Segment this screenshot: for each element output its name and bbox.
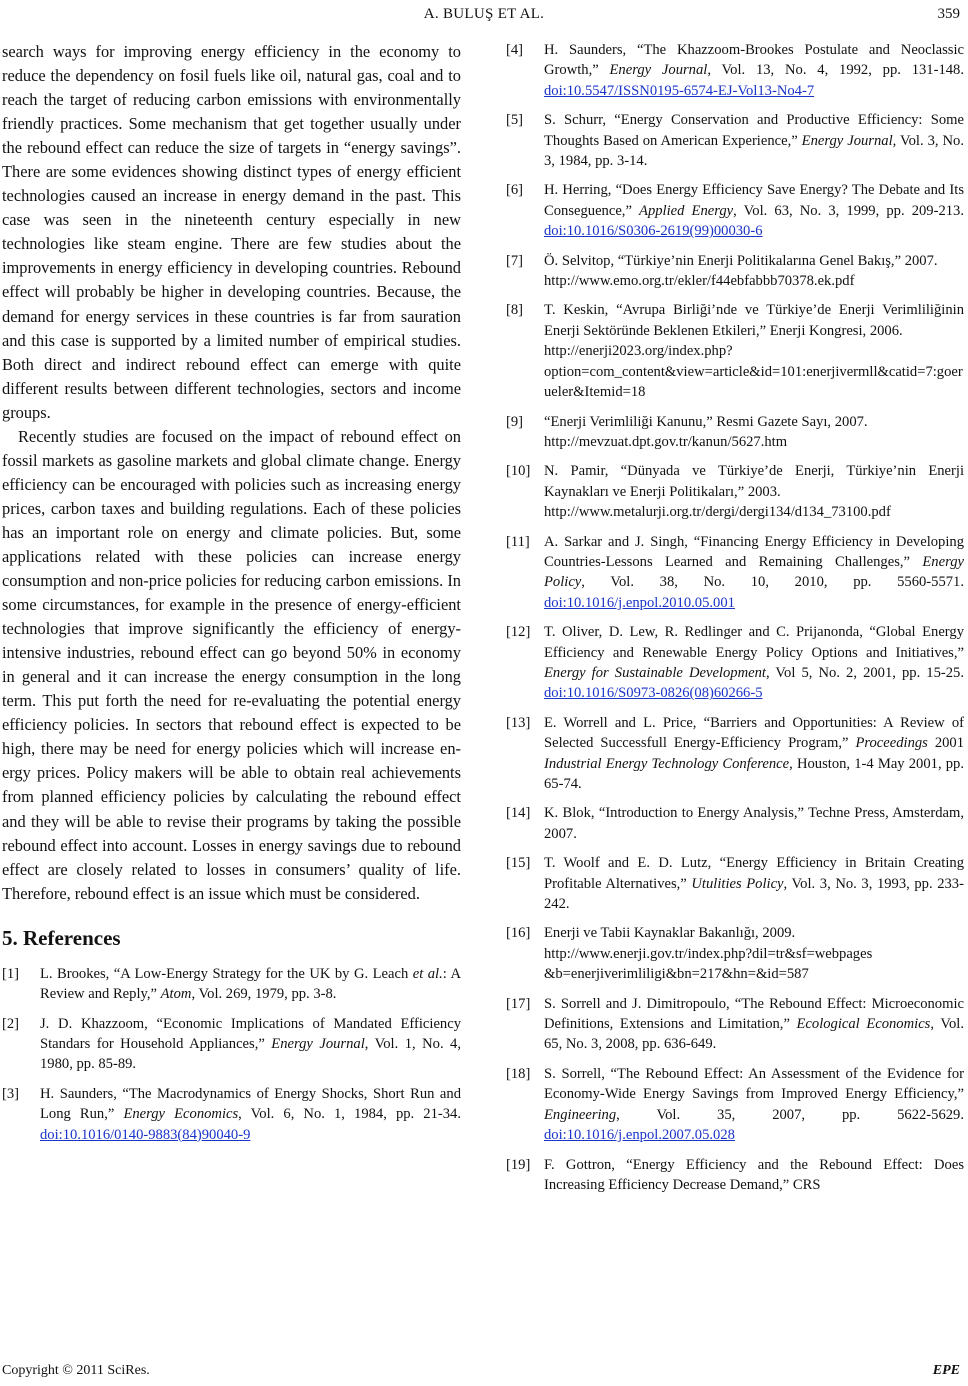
reference-url: http://www.enerji.gov.tr/index.php?dil=tr&sf=webpages &b=enerjiverimliligi&bn=217&hn=&id=587: [544, 945, 873, 983]
reference-details: , Vol. 6, No. 1, 1984, pp. 21-34.: [238, 1106, 461, 1123]
doi-link[interactable]: doi:10.1016/j.enpol.2007.05.028: [544, 1127, 735, 1144]
reference-details: , Vol. 35, 2007, pp. 5622-5629.: [616, 1106, 964, 1123]
reference-text: [544, 40, 964, 101]
reference-text: [544, 532, 964, 614]
right-column: [506, 40, 964, 1204]
reference-details: , Vol. 65, No. 3, 2008, pp. 636-649.: [544, 1016, 964, 1053]
reference-item: [506, 532, 964, 614]
reference-details-2: , Houston, 1-4 May 2001, pp. 65-74.: [544, 755, 964, 792]
reference-text: [544, 994, 964, 1055]
reference-authors-title: H. Saunders, “The Khazzoom-Brookes Postulate and Neoclassic Growth,”: [544, 42, 964, 79]
reference-venue: Applied Energy: [639, 202, 734, 219]
reference-details: : A Review and Reply,”: [40, 965, 462, 1003]
reference-authors-title: T. Woolf and E. D. Lutz, “Energy Efficiency in Britain Creating Profitable Alternatives,”: [544, 855, 964, 892]
reference-item: [506, 461, 964, 522]
reference-details: , Vol. 1, No. 4, 1980, pp. 85-89.: [40, 1035, 461, 1073]
reference-authors-title: K. Blok, “Introduction to Energy Analysis,” Techne Press, Amsterdam, 2007.: [544, 805, 964, 842]
reference-number: [8]: [506, 302, 524, 319]
reference-number: [13]: [506, 714, 531, 731]
reference-number: [10]: [506, 463, 531, 480]
reference-item: [506, 40, 964, 101]
reference-item: [506, 180, 964, 241]
reference-details: 2001: [927, 735, 965, 752]
reference-authors-title: H. Saunders, “The Macrodynamics of Energy Shocks, Short Run and Long Run,”: [40, 1085, 461, 1123]
doi-link[interactable]: doi:10.1016/0140-9883(84)90040-9: [40, 1126, 251, 1143]
reference-number: [2]: [2, 1015, 20, 1032]
reference-item: [506, 923, 964, 984]
reference-number: [1]: [2, 965, 20, 982]
references-list-right: [506, 40, 964, 1195]
reference-item: [506, 994, 964, 1055]
section-title: 5. References: [2, 925, 121, 950]
reference-item: [2, 964, 461, 1005]
doi-link[interactable]: doi:10.1016/S0973-0826(08)60266-5: [544, 685, 763, 702]
reference-url: http://www.metalurji.org.tr/dergi/dergi134/d134_73100.pdf: [544, 504, 891, 521]
reference-details-2: , Vol. 269, 1979, pp. 3-8.: [191, 986, 337, 1003]
reference-text: [544, 180, 964, 241]
reference-url: http://mevzuat.dpt.gov.tr/kanun/5627.htm: [544, 433, 788, 450]
reference-details: , Vol. 38, No. 10, 2010, pp. 5560-5571.: [581, 574, 964, 591]
running-head: A. BULUŞ ET AL.: [423, 6, 545, 22]
reference-details: Vol. 3, No. 3, 1984, pp. 3-14.: [544, 132, 964, 170]
reference-authors-title: “Enerji Verimliliği Kanunu,” Resmi Gazete Sayı, 2007.: [544, 413, 868, 430]
reference-authors-title: E. Worrell and L. Price, “Barriers and Opportunities: A Review of Selected Successfull Energy-Efficiency Program,”: [544, 714, 964, 752]
reference-venue: Energy Policy: [544, 553, 964, 591]
reference-venue: Energy for Sustainable Development: [544, 664, 766, 681]
reference-authors-title: S. Sorrell, “The Rebound Effect: An Assessment of the Evidence for Economy-Wide Energy Savings from Improved Energy Efficiency,”: [544, 1065, 964, 1103]
reference-authors-title: N. Pamir, “Dünyada ve Türkiye’de Enerji, Türkiye’nin Enerji Kaynakları ve Enerji Politikaları,” 2003.: [544, 463, 964, 500]
reference-text: [544, 622, 964, 704]
reference-number: [5]: [506, 112, 524, 129]
page-header: [0, 6, 968, 28]
reference-number: [16]: [506, 925, 531, 942]
reference-number: [18]: [506, 1065, 531, 1082]
left-column: [2, 40, 461, 1154]
page-footer: [0, 1363, 968, 1383]
reference-authors-title: Enerji ve Tabii Kaynaklar Bakanlığı, 2009.: [544, 925, 796, 942]
reference-text: [40, 1014, 461, 1075]
reference-venue: Energy Journal,: [801, 132, 897, 149]
reference-venue: Energy Journal: [271, 1035, 365, 1052]
reference-item: [506, 1064, 964, 1146]
reference-text: [40, 964, 461, 1005]
reference-text: [40, 1084, 461, 1145]
reference-item: [506, 412, 964, 453]
reference-authors-title: L. Brookes, “A Low-Energy Strategy for the UK by G. Leach: [40, 965, 413, 982]
reference-text: [544, 300, 964, 402]
reference-authors-title: T. Oliver, D. Lew, R. Redlinger and C. Prijanonda, “Global Energy Efficiency and Renewable Energy Policy Options and Initiatives,”: [544, 624, 964, 661]
reference-authors-title: F. Gottron, “Energy Efficiency and the Rebound Effect: Does Increasing Efficiency Decrease Demand,” CRS: [544, 1156, 964, 1193]
reference-item: [506, 803, 964, 844]
reference-authors-title: A. Sarkar and J. Singh, “Financing Energy Efficiency in Developing Countries-Lessons Learned and Remaining Challenges,”: [544, 533, 964, 570]
journal-abbrev: EPE: [932, 1363, 960, 1378]
reference-url: http://www.emo.org.tr/ekler/f44ebfabbb70378.ek.pdf: [544, 273, 855, 290]
reference-number: [4]: [506, 42, 524, 58]
reference-authors-title: S. Schurr, “Energy Conservation and Productive Efficiency: Some Thoughts Based on American Experience,”: [544, 112, 964, 149]
reference-item: [506, 853, 964, 914]
reference-number: [14]: [506, 805, 531, 822]
reference-venue-2: Atom: [160, 986, 192, 1003]
reference-number: [6]: [506, 182, 524, 199]
doi-link[interactable]: doi:10.1016/S0306-2619(99)00030-6: [544, 223, 763, 240]
reference-number: [9]: [506, 413, 524, 430]
doi-link[interactable]: doi:10.1016/j.enpol.2010.05.001: [544, 594, 735, 611]
reference-details: , Vol. 63, No. 3, 1999, pp. 209-213.: [733, 202, 964, 219]
reference-text: [544, 713, 964, 795]
body-paragraph-1: search ways for improving energy efficiency in the economy to reduce the dependency on fosil fuels like oil, natural gas, coal and to reach the target of reducing carbon emissions with environmentally friendly practices. Some mechanism that get together usually under the rebound effect can reduce the size of targets in “energy savings”. There are some evidences showing distinct types of energy efficient technologies caused an increase in energy demand in the past. This case was seen in the nineteenth century especially in new technologies like steam engine. There are few studies about the improvements in energy efficiency in developing countries. Rebound effect will probably be higher in developing countries. Because, the demand for energy services in these countries is far from sauration and this case is supported by a limited number of empirical studies. Both direct and indirect rebound effect can emerge with quite different results between different technologies, sectors and income groups.: [2, 42, 461, 422]
reference-number: [3]: [2, 1085, 20, 1102]
reference-authors-title: J. D. Khazzoom, “Economic Implications of Mandated Efficiency Standars for Household Appliances,”: [40, 1015, 461, 1052]
reference-venue: Utulities Policy: [691, 875, 784, 892]
reference-number: [17]: [506, 995, 531, 1012]
copyright: Copyright © 2011 SciRes.: [2, 1363, 150, 1378]
reference-venue: Engineering: [544, 1106, 617, 1123]
reference-text: [544, 110, 964, 171]
reference-item: [506, 713, 964, 795]
reference-authors-title: H. Herring, “Does Energy Efficiency Save Energy? The Debate and Its Conseguence,”: [544, 182, 964, 219]
reference-text: [544, 1064, 964, 1146]
reference-details: , Vol. 13, No. 4, 1992, pp. 131-148.: [707, 62, 964, 79]
reference-authors-title: S. Sorrell and J. Dimitropoulo, “The Rebound Effect: Microeconomic Definitions, Extensions and Limitation,”: [544, 995, 964, 1033]
doi-link[interactable]: doi:10.5547/ISSN0195-6574-EJ-Vol13-No4-7: [544, 82, 815, 99]
reference-number: [12]: [506, 624, 531, 641]
reference-authors-title: T. Keskin, “Avrupa Birliği’nde ve Türkiye’de Enerji Verimliliğinin Enerji Sektöründe Beklenen Etkileri,” Enerji Kongresi, 2006.: [544, 302, 964, 339]
reference-text: [544, 803, 964, 844]
reference-venue: Proceedings: [855, 735, 928, 752]
reference-item: [506, 622, 964, 704]
references-list-left: [2, 964, 461, 1145]
reference-venue: Energy Economics: [123, 1106, 239, 1123]
reference-text: [544, 251, 964, 292]
reference-item: [506, 110, 964, 171]
reference-text: [544, 1155, 964, 1196]
reference-item: [506, 251, 964, 292]
page-number: 359: [937, 6, 960, 22]
reference-item: [506, 1155, 964, 1196]
reference-item: [506, 300, 964, 402]
reference-item: [2, 1084, 461, 1145]
reference-details: , Vol 5, No. 2, 2001, pp. 15-25.: [765, 664, 964, 681]
reference-authors-title: Ö. Selvitop, “Türkiye’nin Enerji Politikalarına Genel Bakış,” 2007.: [544, 252, 938, 269]
reference-text: [544, 853, 964, 914]
reference-item: [2, 1014, 461, 1075]
reference-details: , Vol. 3, No. 3, 1993, pp. 233-242.: [544, 875, 964, 913]
reference-venue: et al.: [412, 965, 443, 982]
reference-text: [544, 923, 964, 984]
reference-url: http://enerji2023.org/index.php?option=com_content&view=article&id=101:enerjivermll&catid=7:goerueler&Itemid=18: [544, 343, 963, 401]
reference-number: [7]: [506, 252, 524, 269]
reference-number: [15]: [506, 855, 531, 872]
reference-number: [11]: [506, 533, 530, 550]
reference-text: [544, 412, 964, 453]
reference-venue: Energy Journal: [609, 62, 708, 79]
reference-venue-2: Industrial Energy Technology Conference: [544, 755, 790, 772]
reference-number: [19]: [506, 1156, 531, 1173]
reference-venue: Ecological Economics: [796, 1016, 931, 1033]
reference-text: [544, 461, 964, 522]
body-paragraph-2: Recently studies are focused on the impact of rebound effect on fossil markets as gasoline markets and global climate change. Energy efficiency can be encouraged with policies such as increasing energy prices, carbon taxes and building regulations. Each of these policies has an important role on energy and climate policies. But, some applications related with these policies can increase energy consumption and non-price policies for reducing carbon emissions. In some circumstances, for example in the presence of energy-efficient technologies that improve significantly the efficiency of energy-intensive industries, rebound effect can go beyond 50% in economy in general and it can increase the energy consumption in the long term. This put forth the need for re-evaluating the potential energy efficiency policies. In sectors that rebound effect is expected to be high, there may be need for energy policies which will increase energy prices. Policy makers will be able to obtain real achievements from planned efficiency policies by calculating the rebound effect and they will be able to revise their programs by taking the possible rebound effect into account. Losses in energy savings due to rebound effect are closely related to losses in consumers’ quality of life. Therefore, rebound effect is an issue which must be considered.: [2, 426, 461, 903]
